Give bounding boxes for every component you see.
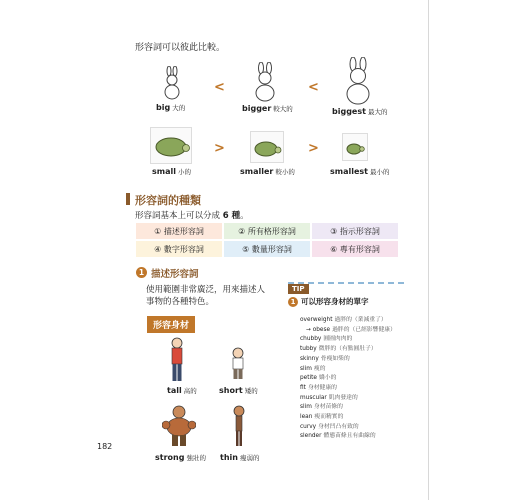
type-cell: ② 所有格形容詞 xyxy=(224,223,310,239)
subsection-description-line2: 事物的各種特色。 xyxy=(146,297,215,307)
figure-label-tall: tall 高的 xyxy=(167,386,197,395)
list-item: curvy 身材凹凸有致的 xyxy=(300,423,359,430)
subsection-number-badge: 1 xyxy=(136,267,147,278)
compare-label-small: small 小的 xyxy=(152,167,191,176)
subsection-title: 描述形容詞 xyxy=(151,269,199,280)
tip-word-list xyxy=(300,316,396,442)
tip-number-badge: 1 xyxy=(288,297,298,307)
list-item: chubby 圓圓肉肉的 xyxy=(300,336,353,343)
section-title: 形容詞的種類 xyxy=(135,194,201,207)
list-item: petite 嬌小的 xyxy=(300,375,337,382)
compare-label-big: big 大的 xyxy=(156,103,186,112)
list-item: skinny 骨瘦如柴的 xyxy=(300,355,350,362)
list-item: slender 體態苗條且有曲線的 xyxy=(300,433,376,440)
figure-label-strong: strong 強壯的 xyxy=(155,453,206,462)
short-person-illustration xyxy=(228,347,248,385)
greater-than-arrow: > xyxy=(308,141,319,156)
rabbit-large-illustration xyxy=(340,57,376,109)
turtle-medium-illustration xyxy=(250,131,284,163)
figure-label-thin: thin 瘦弱的 xyxy=(220,453,260,462)
tip-heading xyxy=(288,296,369,307)
thin-person-illustration xyxy=(230,405,248,451)
turtle-small-illustration xyxy=(342,133,368,161)
list-item: fit 身材健康的 xyxy=(300,384,337,391)
type-cell: ③ 指示形容詞 xyxy=(312,223,398,239)
tip-box xyxy=(288,282,404,449)
adjective-types-table xyxy=(136,223,398,257)
turtle-large-illustration xyxy=(150,127,192,164)
compare-label-smaller: smaller 較小的 xyxy=(240,167,295,176)
tip-tag: TIP xyxy=(288,284,309,294)
rabbit-small-illustration xyxy=(160,66,184,104)
tip-title: 可以形容身材的單字 xyxy=(301,297,369,306)
page-margin-line xyxy=(428,0,429,500)
compare-label-biggest: biggest 最大的 xyxy=(332,107,388,116)
section-description: 形容詞基本上可以分成 6 種。 xyxy=(135,211,249,221)
intro-text: 形容詞可以彼此比較。 xyxy=(135,43,226,53)
section-marker xyxy=(126,193,130,205)
greater-than-arrow: > xyxy=(214,141,225,156)
figure-label-short: short 矮的 xyxy=(219,386,258,395)
list-item: lean 瘦而精實的 xyxy=(300,414,344,421)
list-item: overweight 過胖的（業減重了） xyxy=(300,317,387,323)
list-item: slim 瘦的 xyxy=(300,365,326,372)
list-item: slim 身材苗條的 xyxy=(300,404,343,411)
list-item: muscular 肌肉發達的 xyxy=(300,394,358,401)
page-number: 182 xyxy=(97,442,113,451)
type-cell: ⑥ 專有形容詞 xyxy=(312,241,398,257)
type-cell: ⑤ 數量形容詞 xyxy=(224,241,310,257)
type-cell: ① 描述形容詞 xyxy=(136,223,222,239)
strong-person-illustration xyxy=(162,405,196,451)
list-item: → obese 過胖的（已經影響健康） xyxy=(306,326,396,333)
less-than-arrow: < xyxy=(214,80,225,95)
compare-label-smallest: smallest 最小的 xyxy=(330,167,390,176)
tall-person-illustration xyxy=(166,337,188,387)
list-item: tubby 微胖的（有點圓肚子） xyxy=(300,346,377,353)
less-than-arrow: < xyxy=(308,80,319,95)
compare-label-bigger: bigger 較大的 xyxy=(242,104,293,113)
subsection-description-line1: 使用範圍非常廣泛，用來描述人 xyxy=(146,285,266,295)
body-shape-tag: 形容身材 xyxy=(147,316,195,333)
type-cell: ④ 數字形容詞 xyxy=(136,241,222,257)
rabbit-medium-illustration xyxy=(250,62,280,106)
